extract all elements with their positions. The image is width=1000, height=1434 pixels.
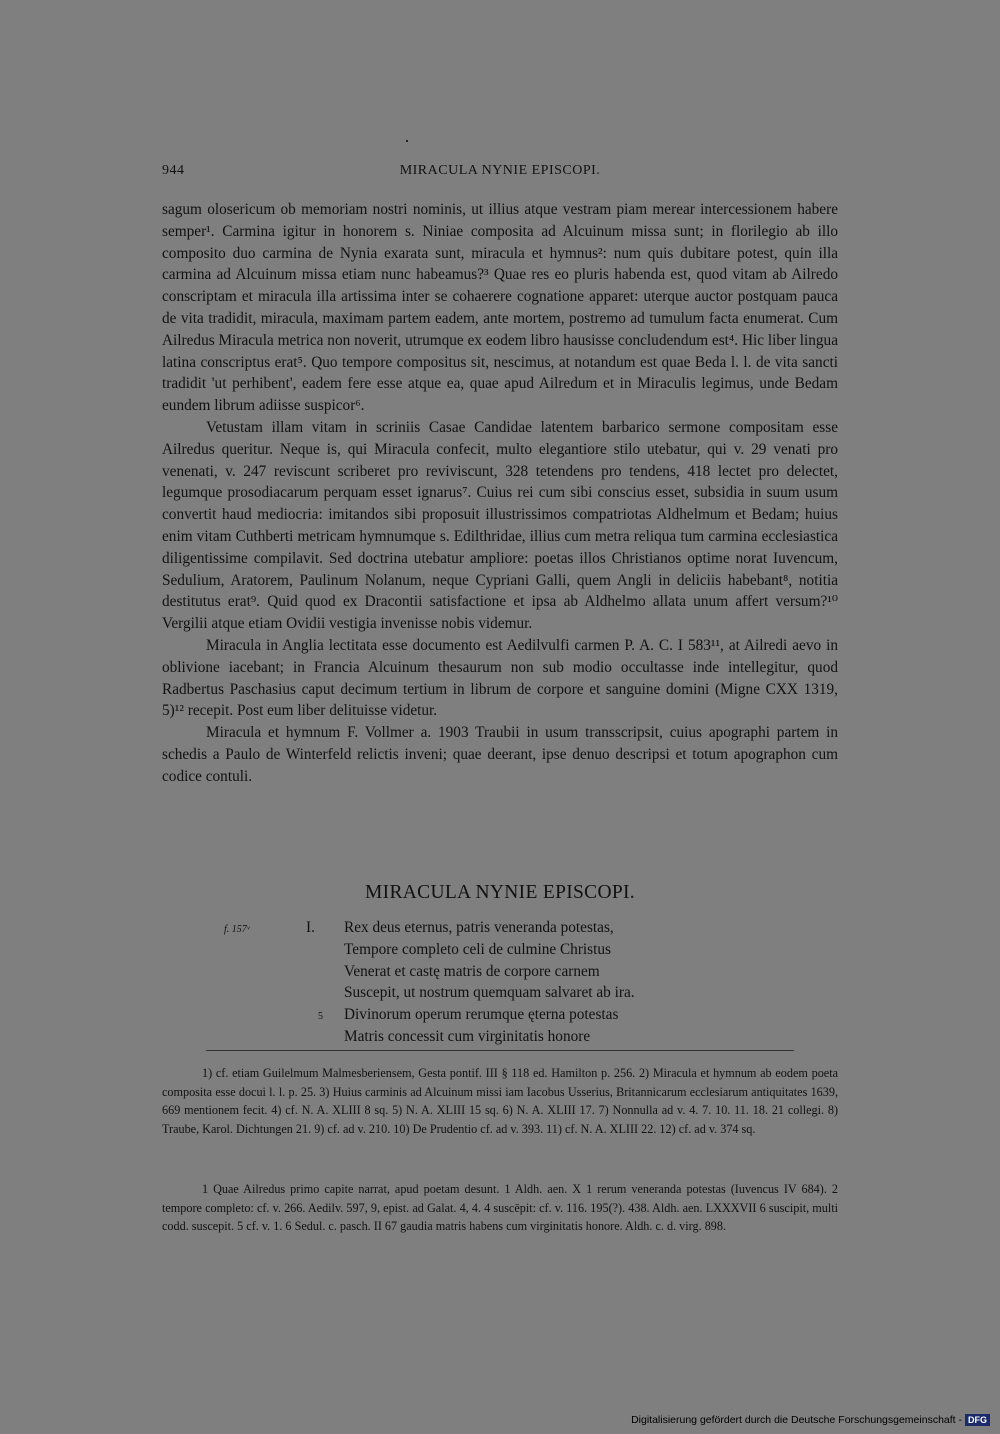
critical-apparatus — [162, 1180, 838, 1236]
poem-line — [162, 1004, 838, 1026]
footnotes — [162, 1064, 838, 1138]
paragraph: Miracula in Anglia lectitata esse documento est Aedilvulfi carmen P. A. C. I 583¹¹, at Ailredi aevo in oblivione iacebant; in Francia Alcuinum thesaurum non sub modio occultasse inde intellegitur, quod Radbertus Paschasius caput decimum tertium in librum de corpore et sanguine domini (Migne CXX 1319, 5)¹² recepit. Post eum liber delituisse videtur. — [162, 636, 838, 720]
verse: Suscepit, ut nostrum quemquam salvaret ab ira. — [344, 984, 635, 1002]
paragraph: Vetustam illam vitam in scriniis Casae Candidae latentem barbarico sermone compositam esse Ailredus queritur. Neque is, qui Miracula confecit, multo elegantiore stilo utebatur, qui v. 29 venati pro venenati, v. 247 reviscunt scriberet pro reviviscunt, 328 tetendens pro tendens, 418 lectet pro delectet, legumque prosodiacarum perquam esset ignarus⁷. Cuius rei cum sibi conscius esset, subsidia in suum usum convertit haud mediocria: imitandos sibi proposuit illustrissimos compatriotas Aldhelmum et Bedam; huius enim vitam Cuthberti metricam hymnumque s. Edilthridae, illius cum metra reliqua tum carmina ecclesiastica diligentissime compilavit. Sed doctrina utebatur ampliore: poetas illos Christianos optime norat Iuvencum, Sedulium, Aratorem, Paulinum Nolanum, neque Cypriani Galli, quem Angli in deliciis habebant⁸, notitia destitutus erat⁹. Quid quod ex Dracontii satisfactione et ipsa ab Aldhelmo allata unum affert versum?¹⁰ Vergilii atque etiam Ovidii vestigia invenisse nobis videmur. — [162, 418, 838, 633]
poem-line — [162, 917, 838, 939]
poem-line — [162, 1026, 838, 1048]
poem-line — [162, 961, 838, 983]
verse: Matris concessit cum virginitatis honore — [344, 1027, 591, 1045]
footnote-text: 1) cf. etiam Guilelmum Malmesberiensem, Gesta pontif. III § 118 ed. Hamilton p. 256. 2) Miracula et hymnum ab eodem poeta composita esse docui l. l. p. 25. 3) Huius carminis ad Alcuinum missi iam Iacobus Usserius, Britannicarum ecclesiarum antiquitates 1639, 669 mentionem fecit. 4) cf. N. A. XLIII 8 sq. 5) N. A. XLIII 15 sq. 6) N. A. XLIII 17. 7) Nonnulla ad v. 4. 7. 10. 11. 18. 21 collegi. 8) Traube, Karol. Dichtungen 21. 9) cf. ad v. 210. 10) De Prudentio cf. ad v. 393. 11) cf. N. A. XLIII 22. 12) cf. ad v. 374 sq. — [162, 1066, 838, 1136]
verse: Rex deus eternus, patris veneranda potestas, — [344, 919, 614, 936]
credit-text: Digitalisierung gefördert durch die Deutsche Forschungsgemeinschaft - — [631, 1414, 962, 1426]
poem-line — [162, 982, 838, 1004]
folio-mark: f. 157ᵛ — [224, 924, 250, 935]
paragraph: Miracula et hymnum F. Vollmer a. 1903 Traubii in usum transscripsit, cuius apographi partem in schedis a Paulo de Winterfeld relictis inveni; quae deerant, ipse denuo descripsi et totum apographon cum codice contuli. — [162, 724, 838, 785]
body-text — [162, 199, 838, 788]
poem-title: MIRACULA NYNIE EPISCOPI. — [365, 882, 635, 903]
digitization-credit — [631, 1414, 990, 1426]
running-head: MIRACULA NYNIE EPISCOPI. — [399, 163, 601, 178]
verse: Venerat et castę matris de corpore carnem — [344, 962, 600, 980]
poem — [162, 917, 838, 1048]
page-header — [162, 163, 838, 183]
paragraph: sagum olosericum ob memoriam nostri nominis, ut illius atque vestram piam merear intercessionem habere semper¹. Carmina igitur in honorem s. Niniae composita ad Alcuinum missa sunt; in florilegio ab illo composito duo carmina de Nynia exarata sunt, miracula et hymnus²: num quis dubitare potest, quin illa carmina ad Alcuinum missa etiam nunc habeamus?³ Quae res eo pluris habenda est, quod vitam ab Ailredo conscriptam et miracula illa artissima inter se cohaerere cognatione apparet: uterque auctor postquam pauca de vita tradidit, miracula, maximam partem eadem, ante mortem, postremo ad tumulum facta enumerat. Cum Ailredus Miracula metrica non noverit, utrumque ex eodem libro hausisse concludendum est⁴. Hic liber lingua latina conscriptus erat⁵. Quo tempore compositus sit, nescimus, at notandum est quae Beda l. l. de vita sancti tradidit 'ut perhibent', eadem fere esse atque ea, quae apud Ailredum et in Miraculis legimus, unde Bedam eundem librum adiisse suspicor⁶. — [162, 201, 838, 415]
verse: Divinorum operum rerumque ęterna potestas — [344, 1006, 619, 1024]
verse: Tempore completo celi de culmine Christus — [344, 940, 611, 958]
section-number: I. — [306, 919, 315, 936]
poem-line — [162, 939, 838, 961]
line-number: 5 — [318, 1011, 323, 1023]
apparatus-text: 1 Quae Ailredus primo capite narrat, apud poetam desunt. 1 Aldh. aen. X 1 rerum veneranda potestas (Iuvencus IV 684). 2 tempore completo: cf. v. 266. Aedilv. 597, 9, epist. ad Galat. 4, 4. 4 suscēpit: cf. v. 116. 195(?). 438. Aldh. aen. LXXXVII 6 suscipit, multi codd. suscepit. 5 cf. v. 1. 6 Sedul. c. pasch. II 67 gaudia matris habens cum virginitatis honore. Aldh. c. d. virg. 898. — [162, 1182, 838, 1234]
print-speck — [406, 140, 408, 142]
footnote-rule — [206, 1050, 794, 1051]
page-number: 944 — [162, 163, 185, 178]
dfg-logo: DFG — [965, 1414, 990, 1426]
